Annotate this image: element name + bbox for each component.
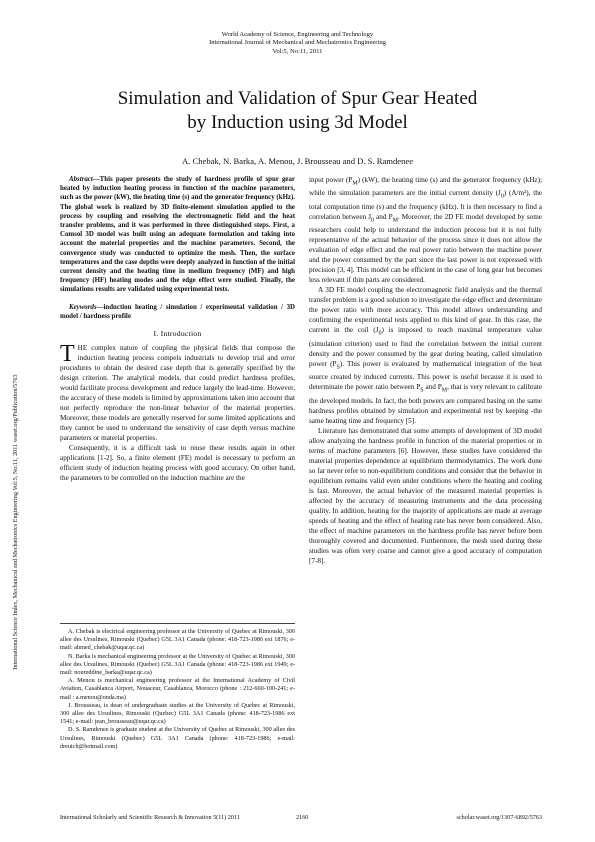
text-run: ). This power is evaluated by mathematical integration of the heat source created by induced currents. This power is useful because it is used to determinate the power ratio between P: [309, 359, 542, 392]
header-line-2: International Journal of Mechanical and Mechatronics Engineering: [209, 39, 386, 47]
right-paragraph-2: [309, 285, 542, 425]
footer-journal: International Scholarly and Scientific Research & Innovation 5(11) 2011: [60, 814, 240, 821]
right-column: [309, 175, 542, 566]
text-run: , that is very relevant to calibrate the developed models. In fact, the both powers are compared basing on the same hardness profiles obtained by simulation and experimental test by keeping -the same heating time and frequency [5].: [309, 383, 542, 425]
keywords-text: —induction heating / simulation / experimental validation / 3D model / hardness profile: [60, 303, 295, 320]
text-run: A 3D FE model coupling the electromagnetic field analysis and the thermal transfer problem is a good solution to investigate the edge effect and determinate the power ratio with more accuracy. This model allows understanding and confirming the experimental tests applied to this kind of gear. In this case, the current in the coil (J: [309, 286, 542, 335]
subscript: 0: [500, 193, 504, 200]
keywords: [60, 303, 295, 321]
abstract-text: —This paper presents the study of hardness profile of spur gear heated by induction heating process in function of the machine parameters, such as the power (kW), the heating time (s) and the generator frequency (kHz). The global work is realized by 3D finite-element simulation applied to the process by coupling and resolving the electromagnetic field and the heat transfer problems, and it was performed in three distinguished steps. First, a Comsol 3D model was built using an adequate formulation and taking into account the material properties and the machine parameters. Second, the convergence study was conducted to optimize the mesh. Then, the surface temperatures and the case depths were deeply analyzed in function of the initial current density and the heating time in medium frequency (MF) and high frequency (HF) heating modes and the edge effect were studied. Finally, the simulations results are validated using experimental tests.: [60, 176, 295, 294]
intro-paragraph-2: Consequently, it is a difficult task to reuse these results again in other applications [1-2]. So, a finite element (FE) model is necessary to perform an efficient study of induction heating process with good accuracy. On other hand, the parameters to be controlled on the induction machine are the: [60, 444, 295, 483]
author-list: A. Chebak, N. Barka, A. Menou, J. Brousseau and D. S. Ramdenee: [181, 156, 414, 166]
subscript: M: [441, 387, 448, 394]
section-heading-introduction: I. Introduction: [153, 329, 202, 339]
text-run: ) is imposed to reach maximal temperature value (simulation criterion) used to find the correlation between the initial current density and the power consumed by the gear during heating, called simulation power (P: [309, 326, 542, 368]
text-run: and P: [423, 383, 442, 392]
text-run: ) (A/m²), the total computation time (s) and the frequency (kHz). It is then necessary to find a correlation between J: [309, 189, 542, 221]
abstract-label: Abstract: [69, 176, 93, 183]
right-paragraph-3: Literature has demonstrated that some attempts of development of 3D model allow analyzing the hardness profile in function of the material properties or in terms of machine parameters [6]. However, these studies have considered the material properties dependence at equilibrium thermodynamics. The work done so far never refer to non-equilibrium conditions and consider that the behavior in equilibrium remains valid even under conditions where the heating and cooling is fast. Moreover, the actual behavior of the measured material properties is affected by the accuracy of measuring instruments and the data processing quality. In addition, heating for the majority of applications are made at average speeds of heating and the effect of heating rate has never been considered. Also, the effect of machine parameters on the hardness profile has never before been thoroughly covered and documented. Furthermore, the mesh used during these studies was often very coarse and cannot give a good accuracy of computation [7-8].: [309, 426, 542, 565]
title-line-2: by Induction using 3d Model: [187, 112, 408, 133]
subscript: 0: [371, 217, 375, 224]
footnote-4: J. Brousseau, is dean of undergraduate studies at the University of Quebec at Rimouski, 300 allee des Ursulines, Rimouski (Quebec) G5L 3A1 Canada (phone: 418-723-1986 ext 1541; e-mail: jean_brousseau@uqar.qc.ca): [60, 701, 295, 726]
subscript: 0: [378, 330, 382, 337]
sidebar-index-text: International Science Index, Mechanical and Mechatronics Engineering Vol:5, No:11, 2011 waset.org/Publication/5763: [12, 374, 19, 670]
text-run: . Moreover, the 2D FE model developed by some researchers could help to understand the induction process but it is not fully representative of the actual behavior of the process since it does not allow the evaluation of edge effect and the real power ratio between the machine power and the power consumed by the part since the last power is not expressed with precision [3, 4]. This model can be efficient in the case of long gear but becomes less relevant if thin parts are considered.: [309, 212, 542, 285]
intro-p1-text: HE complex nature of coupling the physical fields that compose the induction heating process compels industrials to develop trial and error procedures to obtain the desired case depth that is generally specified by the design criterion. The analytical models, that could predict hardness profiles, would facilitate process development and reduce largely the lead-time. However, the accuracy of these models is limited by approximations taken into account that not perfectly reproduce the non-linear behavior of the material properties. Moreover, these models are generally reserved for some limited applications and they cannot be used to understand the sensitivity of case depth versus machine parameters or material properties.: [60, 344, 295, 443]
keywords-label: Keywords: [69, 303, 97, 311]
footnote-2: N. Barka is mechanical engineering professor at the University of Quebec at Rimouski, 300 allee des Ursulines, Rimouski (Quebec) G5L 3A1 Canada (phone: 418-723-1986 ext 1949; e-mail: noureddine_barka@uqar.qc.ca): [60, 652, 295, 677]
text-run: and P: [374, 212, 393, 221]
subscript: M: [392, 217, 398, 224]
drop-cap: T: [60, 341, 75, 368]
text-run: ) (kW), the heating time (s) and the generator frequency (kHz); while the simulation parameters are the initial current density (J: [309, 176, 542, 198]
footnote-3: A. Menou is mechanical engineering professor at the International Academy of Civil Aviation, Casablanca Airport, Nouaceur, Casablanca, Morocco (phone : 212-660-100-241; e-mail : a.menou@onda.ma): [60, 677, 295, 701]
intro-paragraph-1: [60, 343, 295, 443]
header-line-1: World Academy of Science, Engineering and Technology: [221, 31, 374, 38]
subscript: M: [352, 180, 358, 187]
subscript: S: [336, 364, 340, 371]
paper-title: [40, 87, 555, 135]
footer-url: scholar.waset.org/1307-6892/5763: [456, 814, 542, 821]
author-footnotes: [60, 623, 295, 751]
footnote-1: A. Chebak is electrical engineering professor at the University of Quebec at Rimouski, 300 allee des Ursulines, Rimouski (Quebec) G5L 3A1 Canada (phone: 418-723-1986 ext 1876; e-mail: ahmed_chebak@uqar.qc.ca): [60, 628, 295, 652]
subscript: S: [420, 387, 424, 394]
title-line-1: Simulation and Validation of Spur Gear Heated: [117, 88, 478, 109]
right-paragraph-1: [309, 175, 542, 285]
header-line-3: Vol:5, No:11, 2011: [272, 47, 323, 55]
footnote-5: D. S. Ramdenee is graduate student at the University of Quebec at Rimouski, 300 allee des Ursulines, Rimouski (Quebec) G5L 3A1 Canada (phone: 418-723-1986; e-mail: dreutch@hotmail.com): [60, 726, 295, 750]
abstract: [60, 175, 295, 295]
left-column: [60, 175, 295, 483]
text-run: input power (P: [309, 176, 353, 184]
journal-header: [0, 31, 595, 56]
page-number: 2160: [296, 814, 309, 821]
